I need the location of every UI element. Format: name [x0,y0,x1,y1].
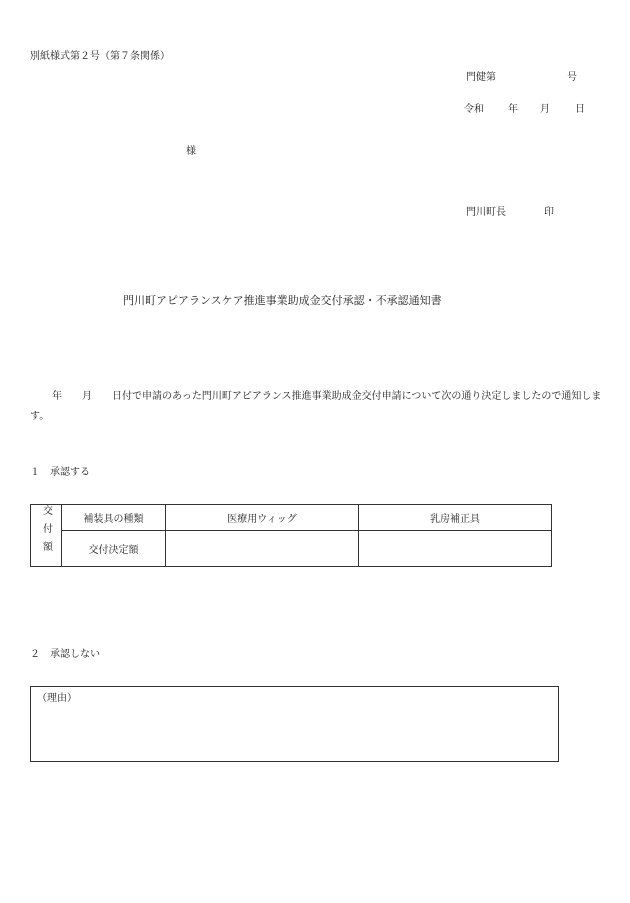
decided-amount-label: 交付決定額 [62,530,166,566]
addressee-honorific: 様 [186,146,196,157]
section-approve-heading: １ 承認する [30,467,90,478]
device-type-label: 補装具の種類 [62,505,166,531]
form-identifier: 別紙様式第２号（第７条関係） [30,51,170,62]
date-era: 令和 [464,104,484,115]
grant-amount-row-header [31,505,62,567]
date-day-label: 日 [575,104,585,115]
document-number-prefix: 門健第 [466,72,496,83]
col-medical-wig: 医療用ウィッグ [166,505,359,531]
date-year-label: 年 [508,104,518,115]
issuer-name: 門川町長 [466,207,506,218]
grant-amount-row-header-text: 交付額 [40,505,52,559]
reason-box [30,686,559,762]
breast-amount-cell [359,530,552,566]
grant-amount-table [30,504,552,567]
wig-amount-cell [166,530,359,566]
body-paragraph: 年 月 日付で申請のあった門川町アピアランス推進事業助成金交付申請について次の通り決定しましたので通知します。 [30,391,602,422]
col-breast-prosthesis: 乳房補正具 [359,505,552,531]
seal-mark: 印 [544,207,554,218]
document-title: 門川町アピアランスケア推進事業助成金交付承認・不承認通知書 [123,294,442,307]
date-month-label: 月 [540,104,550,115]
document-number-suffix: 号 [567,72,577,83]
reason-label: （理由） [37,693,77,704]
section-reject-heading: ２ 承認しない [30,649,100,660]
